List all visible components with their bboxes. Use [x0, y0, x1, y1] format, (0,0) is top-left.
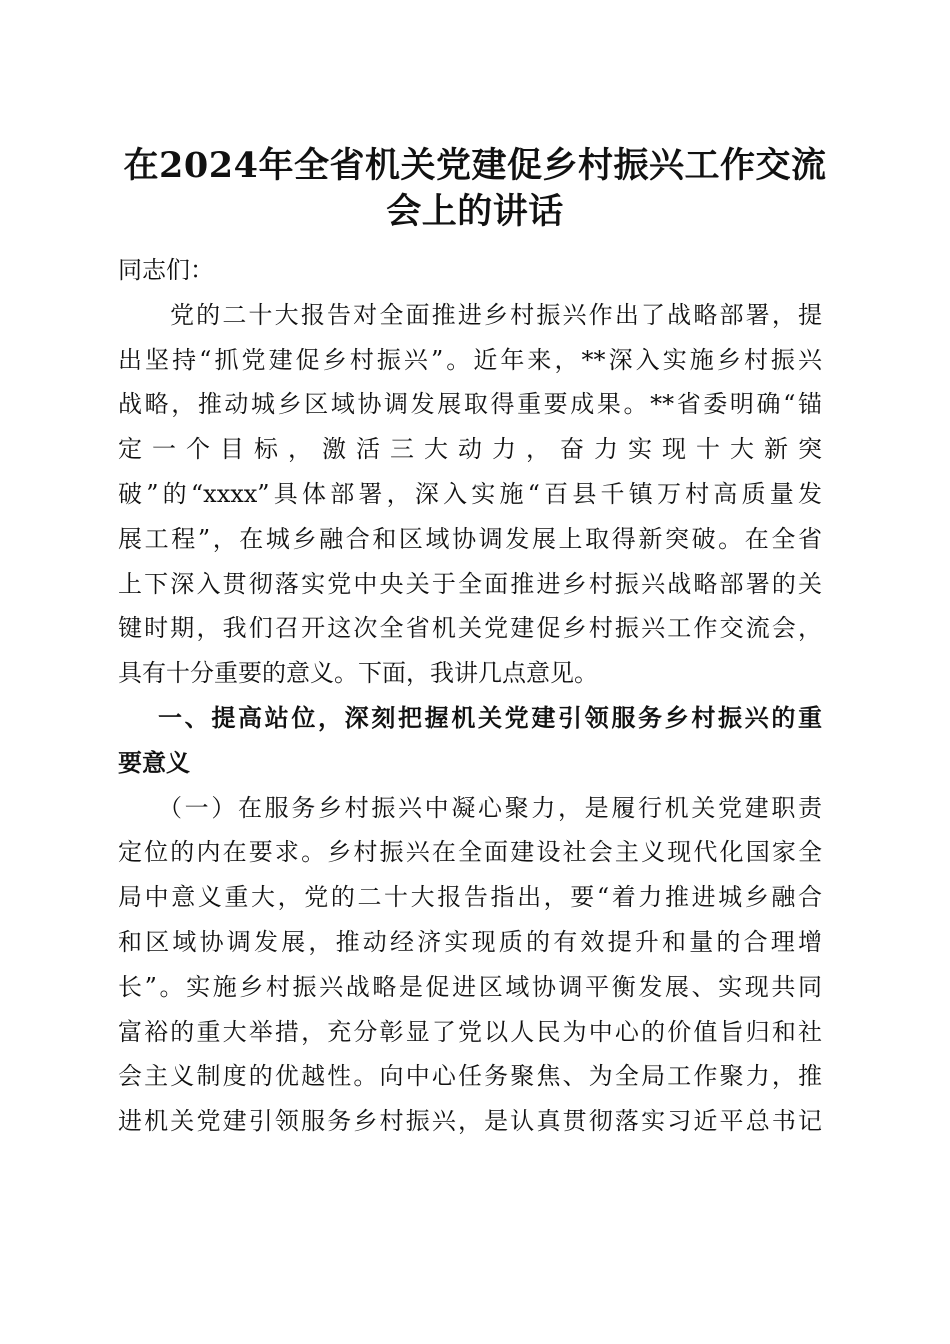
- text-line: 战略，推动城乡区域协调发展取得重要成果。**省委明确“锚: [118, 390, 822, 419]
- text-line: 进机关党建引领服务乡村振兴，是认真贯彻落实习近平总书记: [118, 1107, 822, 1136]
- paragraph-subsection-1: [118, 790, 822, 1148]
- heading-line: 一、提高站位，深刻把握机关党建引领服务乡村振兴的重: [158, 703, 822, 732]
- text-line: 破”的“xxxx”具体部署，深入实施“百县千镇万村高质量发: [118, 479, 822, 508]
- text-line: 党的二十大报告对全面推进乡村振兴作出了战略部署，提: [170, 300, 822, 329]
- text-line: 定位的内在要求。乡村振兴在全面建设社会主义现代化国家全: [118, 838, 822, 867]
- text-line: 和区域协调发展，推动经济实现质的有效提升和量的合理增: [118, 927, 822, 956]
- text-line: 展工程”，在城乡融合和区域协调发展上取得新突破。在全省: [118, 524, 822, 553]
- document-body: [118, 252, 822, 1148]
- document-title-line-2: 会上的讲话: [386, 191, 564, 232]
- text-line: 上下深入贯彻落实党中央关于全面推进乡村振兴战略部署的关: [118, 569, 822, 598]
- paragraph-intro: [118, 297, 822, 700]
- text-line: 局中意义重大，党的二十大报告指出，要“着力推进城乡融合: [118, 883, 822, 912]
- text-line: 具有十分重要的意义。下面，我讲几点意见。: [118, 659, 598, 688]
- heading-line: 要意义: [118, 748, 190, 777]
- text-line: 出坚持“抓党建促乡村振兴”。近年来，**深入实施乡村振兴: [118, 345, 822, 374]
- text-line: （一）在服务乡村振兴中凝心聚力，是履行机关党建职责: [158, 793, 822, 822]
- document-title-line-1: 在2024年全省机关党建促乡村振兴工作交流: [123, 145, 827, 186]
- text-line: 会主义制度的优越性。向中心任务聚焦、为全局工作聚力，推: [118, 1062, 822, 1091]
- section-heading-1: [118, 700, 822, 790]
- salutation: 同志们：: [118, 256, 214, 284]
- text-line: 定一个目标，激活三大动力，奋力实现十大新突: [118, 435, 822, 464]
- text-line: 长”。实施乡村振兴战略是促进区域协调平衡发展、实现共同: [118, 972, 822, 1001]
- text-line: 键时期，我们召开这次全省机关党建促乡村振兴工作交流会，: [118, 614, 822, 643]
- text-line: 富裕的重大举措，充分彰显了党以人民为中心的价值旨归和社: [118, 1017, 822, 1046]
